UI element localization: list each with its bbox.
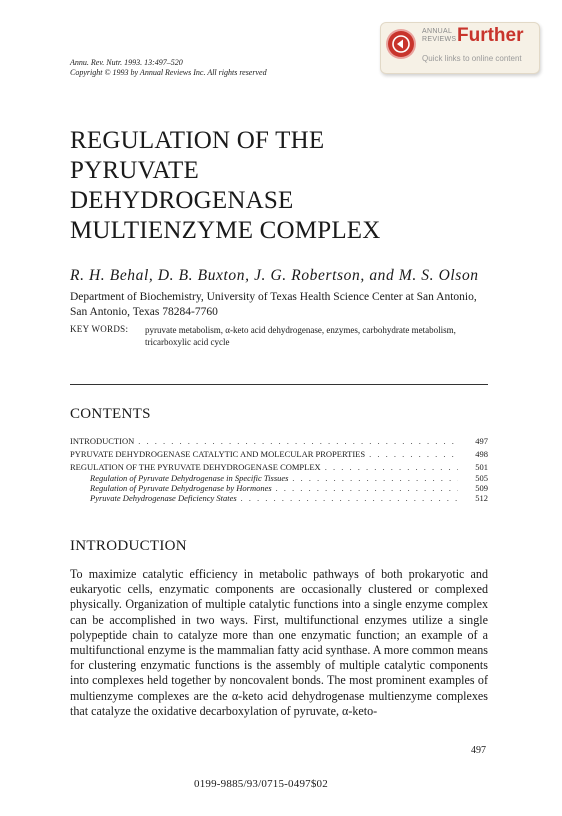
citation-line: Annu. Rev. Nutr. 1993. 13:497–520 bbox=[70, 58, 183, 67]
toc-entry-introduction[interactable]: INTRODUCTION . . . 497 bbox=[70, 436, 488, 447]
table-of-contents bbox=[70, 436, 488, 503]
footer-code: 0199-9885/93/0715-0497$02 bbox=[194, 778, 328, 790]
banner-subtitle: Quick links to online content bbox=[422, 54, 522, 63]
section-divider bbox=[70, 384, 488, 385]
toc-entry-catalytic-properties[interactable]: PYRUVATE DEHYDROGENASE CATALYTIC AND MOLECULAR PROPERTIES . . . 498 bbox=[70, 449, 488, 460]
article-title bbox=[70, 126, 381, 246]
contents-heading: CONTENTS bbox=[70, 406, 151, 422]
annual-reviews-logo-icon bbox=[388, 31, 414, 57]
title-line: PYRUVATE bbox=[70, 157, 199, 184]
toc-entry-regulation[interactable]: REGULATION OF THE PYRUVATE DEHYDROGENASE COMPLEX . . . 501 bbox=[70, 462, 488, 473]
title-line: REGULATION OF THE bbox=[70, 127, 325, 154]
toc-entry-specific-tissues[interactable]: Regulation of Pyruvate Dehydrogenase in Specific Tissues . . . 505 bbox=[70, 473, 488, 483]
introduction-paragraph: To maximize catalytic efficiency in metabolic pathways of both prokaryotic and eukaryotic cells, enzymatic components are occasionally clustered or complexed physically. Organization of multiple catalytic functions into a single enzyme complex can be accomplished in two ways. First, multifunctional enzymes utilize a single polypeptide chain to catalyze more than one enzymatic function; an example of a multifunctional enzyme is the mammalian fatty acid synthase. A more common means for clustering enzymatic functions is the assembly of multiple catalytic components into complexes held together by noncovalent bonds. The most prominent examples of multienzyme complexes are the α-keto acid dehydrogenase multienzyme complexes that catalyze the oxidative decarboxylation of pyruvate, α-keto- bbox=[70, 567, 488, 718]
copyright-line: Copyright © 1993 by Annual Reviews Inc. All rights reserved bbox=[70, 68, 267, 77]
banner-annual-reviews-text: ANNUAL REVIEWS bbox=[422, 28, 457, 43]
title-line: DEHYDROGENASE bbox=[70, 187, 294, 214]
toc-entry-deficiency-states[interactable]: Pyruvate Dehydrogenase Deficiency States . . . 512 bbox=[70, 493, 488, 503]
journal-citation bbox=[70, 58, 267, 78]
article-authors: R. H. Behal, D. B. Buxton, J. G. Robertson, and M. S. Olson bbox=[70, 267, 479, 284]
keywords-text: pyruvate metabolism, α-keto acid dehydrogenase, enzymes, carbohydrate metabolism, tricarboxylic acid cycle bbox=[145, 325, 456, 347]
banner-further-text: Further bbox=[457, 25, 524, 46]
introduction-heading: INTRODUCTION bbox=[70, 538, 187, 554]
author-affiliation: Department of Biochemistry, University of Texas Health Science Center at San Antonio, San Antonio, Texas 78284-7760 bbox=[70, 291, 477, 318]
title-line: MULTIENZYME COMPLEX bbox=[70, 217, 381, 244]
annual-reviews-further-banner[interactable] bbox=[380, 22, 540, 74]
keywords-label: KEY WORDS: bbox=[70, 324, 129, 334]
page-number: 497 bbox=[471, 745, 486, 756]
toc-entry-hormones[interactable]: Regulation of Pyruvate Dehydrogenase by Hormones . . . 509 bbox=[70, 483, 488, 493]
